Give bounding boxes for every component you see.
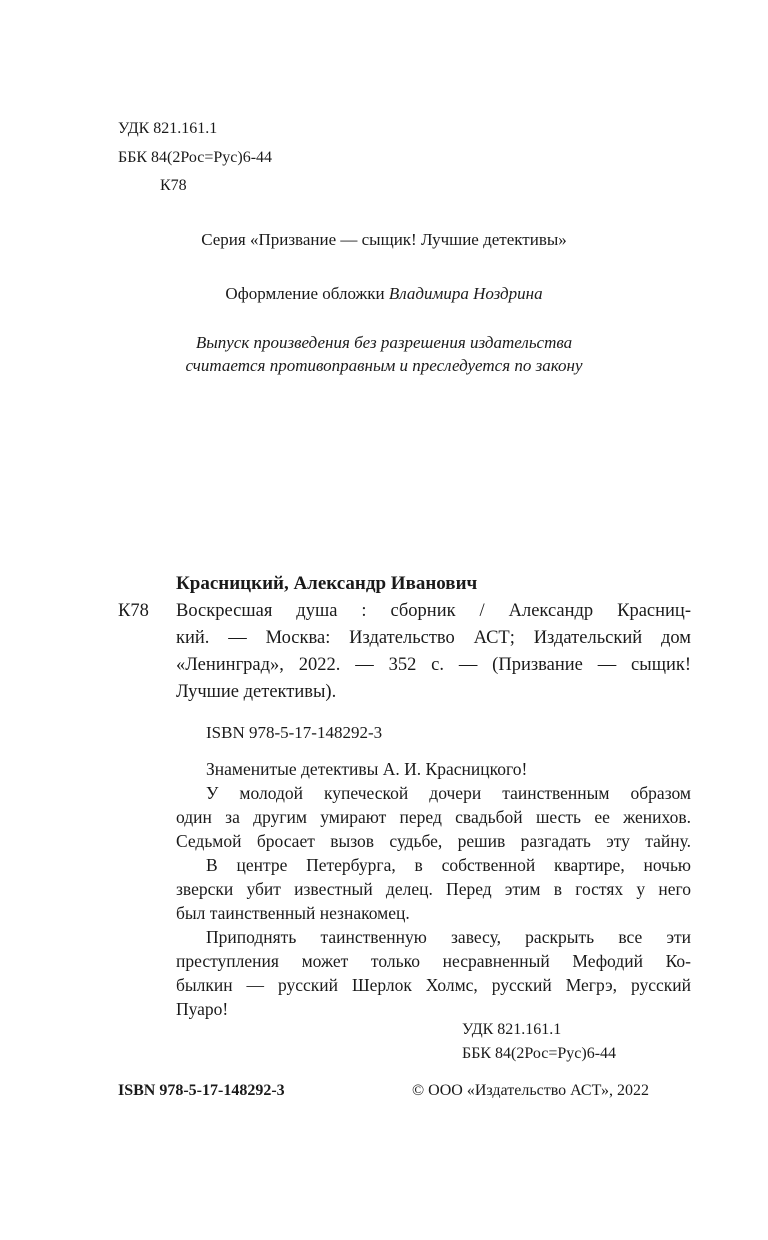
annotation-line: Седьмой бросает вызов судьбе, решив разгадать эту тайну. (176, 831, 691, 851)
annotation-line: один за другим умирают перед свадьбой шесть ее женихов. (176, 807, 691, 827)
catalog-author: Красницкий, Александр Иванович (176, 573, 478, 594)
annotation-line: В центре Петербурга, в собственной квартире, ночью (206, 855, 691, 875)
cover-designer: Владимира Ноздрина (388, 284, 543, 303)
copyright-notice-line-1: Выпуск произведения без разрешения издательства (195, 333, 573, 352)
udk-code: УДК 821.161.1 (118, 120, 218, 137)
copyright-notice-line-2: считается противоправным и преследуется по закону (185, 356, 583, 375)
catalog-description-line: Воскресшая душа : сборник / Александр Красниц- (176, 601, 691, 621)
annotation-line: был таинственный незнакомец. (176, 903, 410, 923)
series-line: Серия «Призвание — сыщик! Лучшие детективы» (201, 230, 567, 249)
catalog-mark: К78 (118, 601, 149, 621)
annotation-line: зверски убит известный делец. Перед этим в гостях у него (176, 879, 691, 899)
bbk-code: ББК 84(2Рос=Рус)6-44 (118, 149, 273, 166)
footer-bbk-code: ББК 84(2Рос=Рус)6-44 (462, 1045, 617, 1062)
footer-isbn: ISBN 978-5-17-148292-3 (118, 1082, 285, 1099)
annotation-line: Пуаро! (176, 999, 229, 1019)
footer-udk-code: УДК 821.161.1 (462, 1021, 562, 1038)
annotation-line: былкин — русский Шерлок Холмс, русский Мегрэ, русский (176, 975, 691, 995)
cover-design-line (0, 284, 768, 304)
catalog-description-line: Лучшие детективы). (176, 682, 337, 702)
author-mark: К78 (160, 177, 187, 194)
annotation-line: У молодой купеческой дочери таинственным образом (206, 783, 691, 803)
annotation-line: Приподнять таинственную завесу, раскрыть все эти (206, 927, 691, 947)
annotation-line: преступления может только несравненный Мефодий Ко- (176, 951, 691, 971)
cover-design-prefix: Оформление обложки (225, 284, 389, 303)
catalog-description-line: «Ленинград», 2022. — 352 с. — (Призвание — сыщик! (176, 655, 691, 675)
annotation-line: Знаменитые детективы А. И. Красницкого! (206, 759, 528, 779)
catalog-description-line: кий. — Москва: Издательство АСТ; Издательский дом (176, 628, 691, 648)
footer-copyright: © ООО «Издательство АСТ», 2022 (412, 1082, 649, 1099)
catalog-isbn: ISBN 978-5-17-148292-3 (206, 723, 383, 742)
